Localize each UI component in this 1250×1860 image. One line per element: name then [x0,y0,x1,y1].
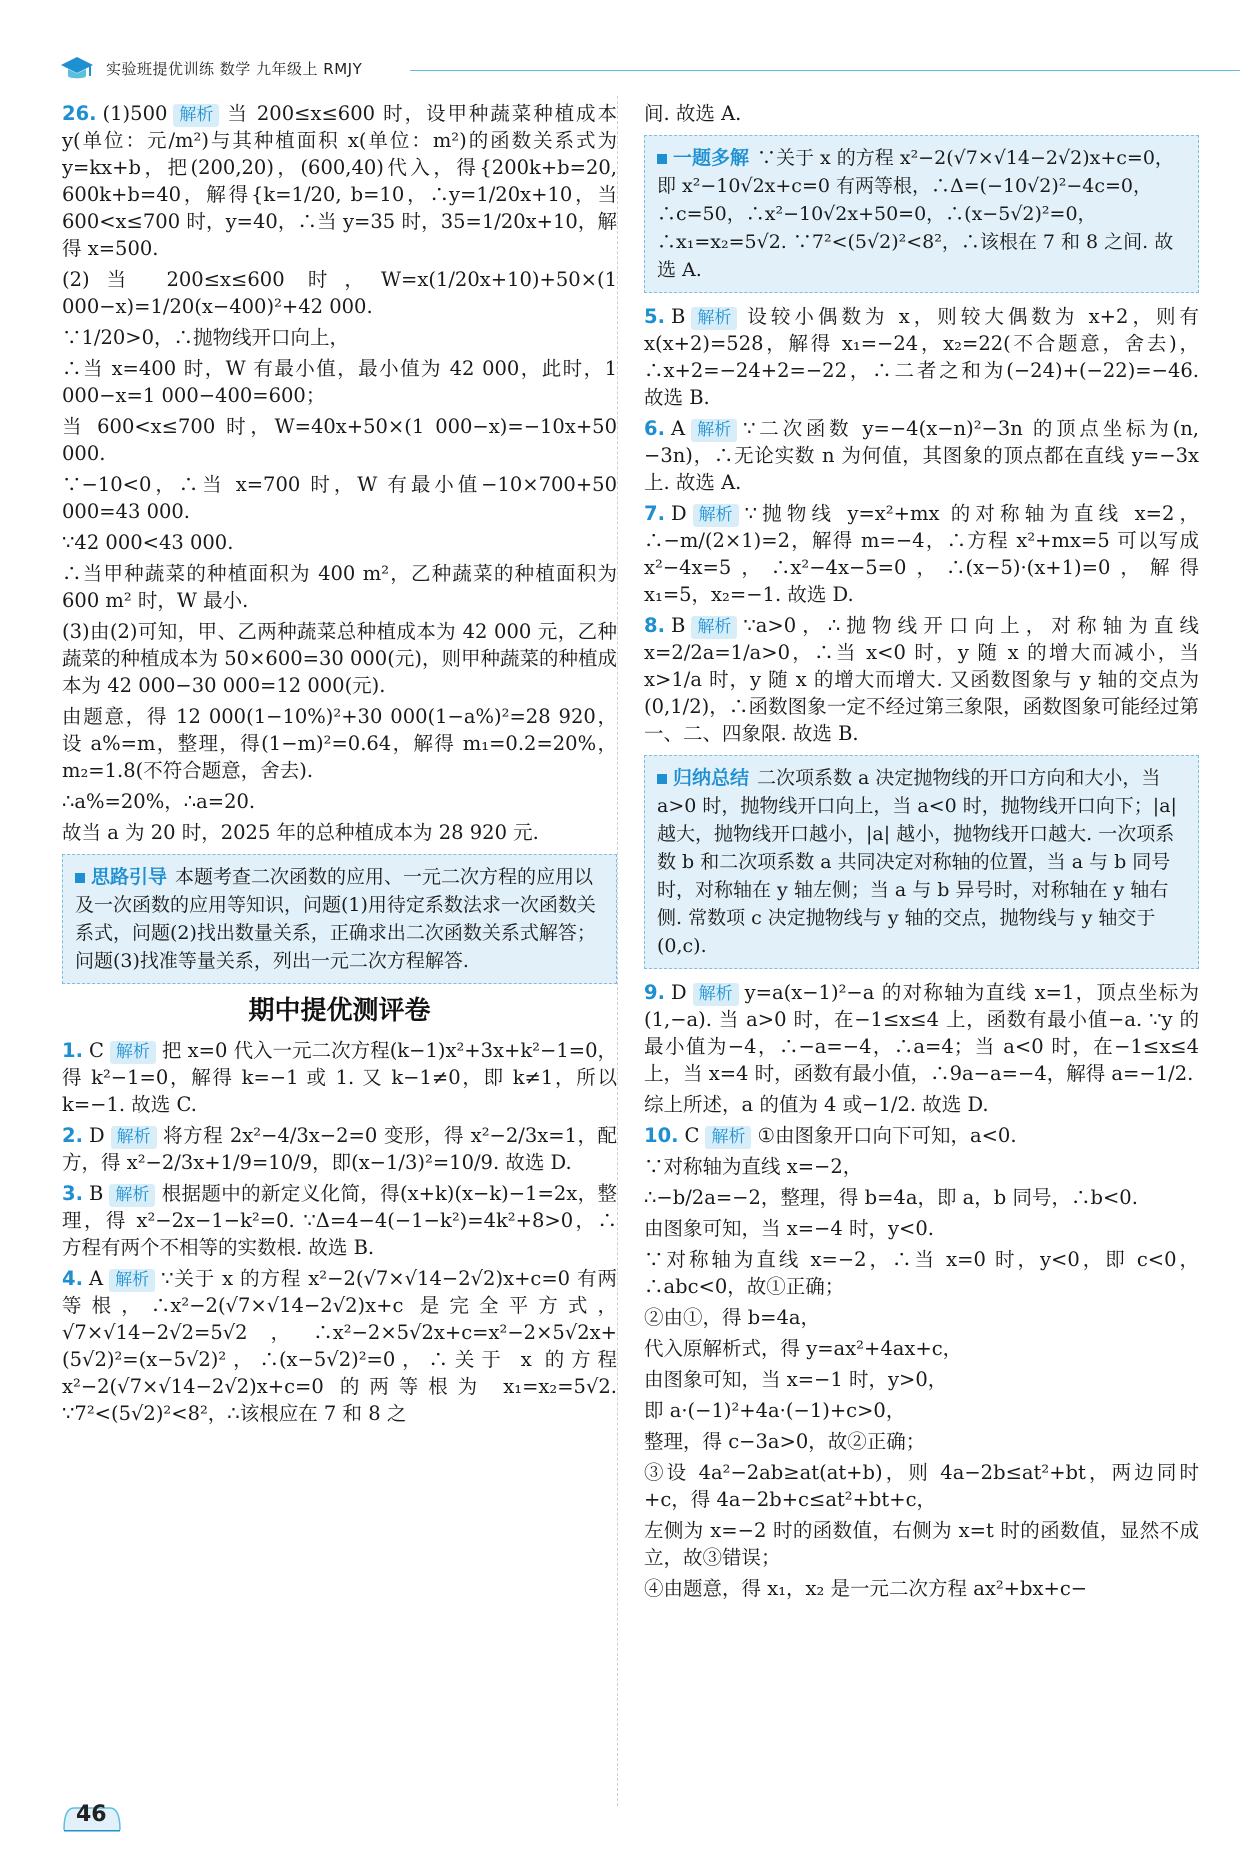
multiple-solutions-box: 一题多解 ∵关于 x 的方程 x²−2(√7×√14−2√2)x+c=0，即 x²−10√2x+c=0 有两等根，∴Δ=(−10√2)²−4c=0，∴c=50，∴x²−10√2x+50=0，∴(x−5√2)²=0，∴x₁=x₂=5√2. ∵7²<(5√2)²<8²，∴该根在 7 和 8 之间. 故选 A. [644,135,1199,293]
q7: 7. D 解析 ∵抛物线 y=x²+mx 的对称轴为直线 x=2，∴−m/(2×1)=2，解得 m=−4，∴方程 x²+mx=5 可以写成 x²−4x=5，∴x²−4x−5=0，∴(x−5)·(x+1)=0，解得 x₁=5，x₂=−1. 故选 D. [644,502,1199,606]
thinking-guide-box: 思路引导 本题考查二次函数的应用、一元二次方程的应用以及一次函数的应用等知识，问题(1)用待定系数法求一次函数关系式，问题(2)找出数量关系，正确求出二次函数关系式解答；问题(3)找准等量关系，列出一元二次方程解答. [62,854,617,984]
box-marker-icon [657,774,667,784]
q26-part2: (2)当 200≤x≤600 时，W=x(1/20x+10)+50×(1 000−x)=1/20(x−400)²+42 000. [62,268,617,318]
q1: 1. C 解析 把 x=0 代入一元二次方程(k−1)x²+3x+k²−1=0，得 k²−1=0，解得 k=−1 或 1. 又 k−1≠0，即 k≠1，所以 k=−1. 故选 C. [62,1039,617,1116]
q26-p3: ∵1/20>0，∴抛物线开口向上， [62,326,350,349]
graduation-cap-icon [60,54,94,84]
q4: 4. A 解析 ∵关于 x 的方程 x²−2(√7×√14−2√2)x+c=0 有两等根，∴x²−2(√7×√14−2√2)x+c 是完全平方式，√7×√14−2√2=5√2，∴x²−2×5√2x+c=x²−2×5√2x+(5√2)²=(x−5√2)²，∴(x−5√2)²=0，∴关于 x 的方程 x²−2(√7×√14−2√2)x+c=0 的两等根为 x₁=x₂=5√2. ∵7²<(5√2)²<8²，∴该根应在 7 和 8 之 [62,1267,617,1425]
q26-p5: 当 600<x≤700 时，W=40x+50×(1 000−x)=−10x+50 000. [62,415,617,465]
summary-box: 归纳总结 二次项系数 a 决定抛物线的开口方向和大小，当 a>0 时，抛物线开口向上，当 a<0 时，抛物线开口向下；|a| 越大，抛物线开口越小，|a| 越小，抛物线开口越大. 一次项系数 b 和二次项系数 a 共同决定对称轴的位置，当 a 与 b 同号时，对称轴在 y 轴左侧；当 a 与 b 异号时，对称轴在 y 轴右侧. 常数项 c 决定抛物线与 y 轴的交点，抛物线与 y 轴交于(0,c). [644,755,1199,969]
q26-p7: ∵42 000<43 000. [62,531,234,554]
header-rule [410,70,1240,71]
q26-p11: ∴a%=20%，∴a=20. [62,790,256,813]
q10-line: 左侧为 x=−2 时的函数值，右侧为 x=t 时的函数值，显然不成立，故③错误； [644,1519,1199,1569]
q8: 8. B 解析 ∵a>0，∴抛物线开口向上，对称轴为直线 x=2/2a=1/a>0，∴当 x<0 时，y 随 x 的增大而减小，当 x>1/a 时，y 随 x 的增大而增大. 又函数图象与 y 轴的交点为(0,1/2)，∴函数图象一定不经过第三象限，函数图象可能经过第一、二、四象限. 故选 B. [644,614,1199,745]
box-marker-icon [657,154,667,164]
page-header [60,50,1190,90]
q26-p10: 由题意，得 12 000(1−10%)²+30 000(1−a%)²=28 920，设 a%=m，整理，得(1−m)²=0.64，解得 m₁=0.2=20%，m₂=1.8(不符合题意，舍去). [62,705,617,782]
q10-line: 整理，得 c−3a>0，故②正确； [644,1430,926,1453]
section-title: 期中提优测评卷 [248,996,431,1026]
q10-line: ④由题意，得 x₁，x₂ 是一元二次方程 ax²+bx+c− [644,1577,1088,1600]
q26-p8: ∴当甲种蔬菜的种植面积为 400 m²，乙种蔬菜的种植面积为 600 m² 时，W 最小. [62,562,617,612]
q10-line: ③设 4a²−2ab≥at(at+b)，则 4a−2b≤at²+bt，两边同时+c，得 4a−2b+c≤at²+bt+c， [644,1461,1199,1511]
right-column [644,100,1199,1606]
q9-conclusion: 综上所述，a 的值为 4 或−1/2. 故选 D. [644,1093,989,1116]
page-number-text: 46 [76,1802,107,1827]
q26-part3: (3)由(2)可知，甲、乙两种蔬菜总种植成本为 42 000 元，乙种蔬菜的种植成本为 50×600=30 000(元)，则甲种蔬菜的种植成本为 42 000−30 000=12 000(元). [62,620,617,697]
q10-line: 即 a·(−1)²+4a·(−1)+c>0， [644,1399,906,1422]
q26: 26. (1)500 解析 当 200≤x≤600 时，设甲种蔬菜种植成本 y(单位：元/m²)与其种植面积 x(单位：m²)的函数关系式为 y=kx+b，把(200,20)，(600,40)代入，得{200k+b=20, 600k+b=40，解得{k=1/20, b=10，∴y=1/20x+10，当 600<x≤700 时，y=40，∴当 y=35 时，35=1/20x+10，解得 x=500. [62,102,617,260]
q9: 9. D 解析 y=a(x−1)²−a 的对称轴为直线 x=1，顶点坐标为(1,−a). 当 a>0 时，在−1≤x≤4 上，函数有最小值−a. ∵y 的最小值为−4，∴−a=−4，∴a=4；当 a<0 时，在−1≤x≤4 上，当 x=4 时，函数有最小值，∴9a−a=−4，解得 a=−1/2. [644,981,1199,1085]
q10-line: 代入原解析式，得 y=ax²+4ax+c， [644,1337,963,1360]
q26-p12: 故当 a 为 20 时，2025 年的总种植成本为 28 920 元. [62,821,539,844]
q6: 6. A 解析 ∵二次函数 y=−4(x−n)²−3n 的顶点坐标为(n,−3n)，∴无论实数 n 为何值，其图象的顶点都在直线 y=−3x 上. 故选 A. [644,417,1199,494]
column-divider [617,96,618,1806]
q26-p4: ∴当 x=400 时，W 有最小值，最小值为 42 000，此时，1 000−x=1 000−400=600； [62,357,617,407]
left-column [62,100,617,1431]
q10: 10. C 解析 ①由图象开口向下可知，a<0. [644,1124,1017,1147]
page-number [60,1800,124,1834]
q10-line: ∴−b/2a=−2，整理，得 b=4a，即 a，b 同号，∴b<0. [644,1186,1138,1209]
q10-line: ②由①，得 b=4a， [644,1306,821,1329]
q2: 2. D 解析 将方程 2x²−4/3x−2=0 变形，得 x²−2/3x=1，配方，得 x²−2/3x+1/9=10/9，即(x−1/3)²=10/9. 故选 D. [62,1124,617,1174]
q4-continued: 间. 故选 A. [644,102,742,125]
box-marker-icon [75,873,85,883]
q3: 3. B 解析 根据题中的新定义化简，得(x+k)(x−k)−1=2x，整理，得 x²−2x−1−k²=0. ∵Δ=4−4(−1−k²)=4k²+8>0，∴方程有两个不相等的实数根. 故选 B. [62,1182,617,1259]
q10-line: 由图象可知，当 x=−1 时，y>0， [644,1368,948,1391]
q26-p6: ∵−10<0，∴当 x=700 时，W 有最小值−10×700+50 000=43 000. [62,473,617,523]
q10-line: ∵对称轴为直线 x=−2，∴当 x=0 时，y<0，即 c<0，∴abc<0，故①正确； [644,1248,1199,1298]
header-title: 实验班提优训练 数学 九年级上 RMJY [106,60,363,78]
q5: 5. B 解析 设较小偶数为 x，则较大偶数为 x+2，则有 x(x+2)=528，解得 x₁=−24，x₂=22(不合题意，舍去)，∴x+2=−24+2=−22，∴二者之和为(−24)+(−22)=−46. 故选 B. [644,305,1199,409]
q10-line: ∵对称轴为直线 x=−2， [644,1155,863,1178]
q10-line: 由图象可知，当 x=−4 时，y<0. [644,1217,934,1240]
